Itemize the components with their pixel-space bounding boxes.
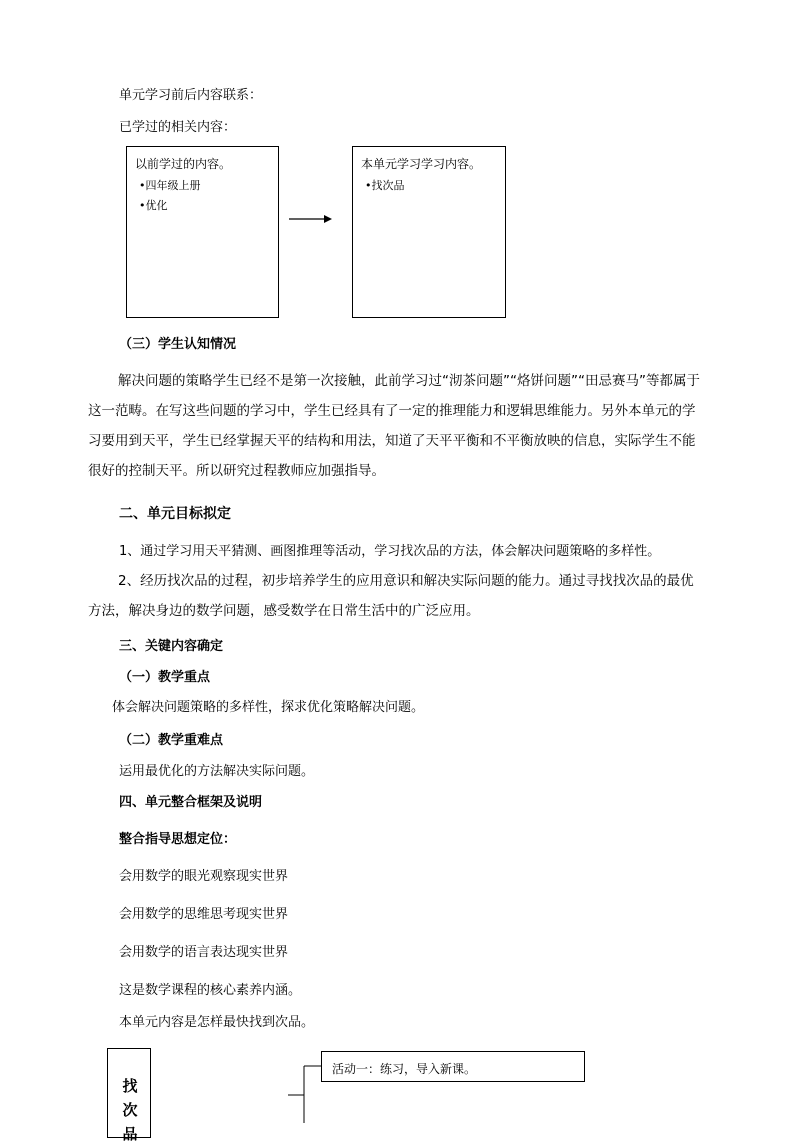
focus-text: 体会解决问题策略的多样性，探求优化策略解决问题。 <box>112 700 425 715</box>
current-content-item: •找次品 <box>365 179 405 192</box>
guide-heading: 整合指导思想定位： <box>119 832 237 847</box>
framework-line-2: 会用数学的思维思考现实世界 <box>119 907 289 922</box>
framework-heading: 四、单元整合框架及说明 <box>119 795 263 810</box>
activity-1-box <box>321 1051 585 1082</box>
cognition-heading: （三）学生认知情况 <box>119 337 237 352</box>
right-arrow-icon <box>288 212 334 226</box>
goals-heading: 二、单元目标拟定 <box>119 506 231 522</box>
framework-line-5: 本单元内容是怎样最快找到次品。 <box>119 1015 315 1030</box>
focus-heading: （一）教学重点 <box>119 670 211 685</box>
goal-2-text: 2、经历找次品的过程，初步培养学生的应用意识和解决实际问题的能力。通过寻找找次品的最优方法，解决身边的数学问题，感受数学在日常生活中的广泛应用。 <box>88 573 694 619</box>
framework-line-3: 会用数学的语言表达现实世界 <box>119 945 289 960</box>
current-content-title: 本单元学习学习内容。 <box>361 157 482 171</box>
difficulty-text: 运用最优化的方法解决实际问题。 <box>119 764 315 779</box>
find-defective-label-box <box>107 1048 151 1143</box>
previous-content-item: •四年级上册 <box>139 179 201 192</box>
key-content-heading: 三、关键内容确定 <box>119 639 224 654</box>
cognition-paragraph <box>88 366 706 486</box>
vertical-char: 次 <box>122 1101 138 1119</box>
framework-line-1: 会用数学的眼光观察现实世界 <box>119 869 289 884</box>
previous-content-item: •优化 <box>139 199 168 212</box>
vertical-char: 品 <box>122 1125 138 1143</box>
bracket-connector <box>288 1060 322 1123</box>
difficulty-heading: （二）教学重难点 <box>119 733 224 748</box>
framework-line-4: 这是数学课程的核心素养内涵。 <box>119 983 302 998</box>
goal-2 <box>88 566 706 626</box>
cognition-paragraph-text: 解决问题的策略学生已经不是第一次接触，此前学习过“沏茶问题”“烙饼问题”“田忌赛马”等都属于这一范畴。在写这些问题的学习中，学生已经具有了一定的推理能力和逻辑思维能力。另外本单元的学习要用到天平，学生已经掌握天平的结构和用法，知道了天平平衡和不平衡放映的信息，实际学生不能很好的控制天平。所以研究过程教师应加强指导。 <box>88 373 700 479</box>
learned-label: 已学过的相关内容： <box>119 120 237 135</box>
previous-content-title: 以前学过的内容。 <box>135 157 232 171</box>
current-content-box <box>352 146 506 318</box>
relation-title: 单元学习前后内容联系： <box>119 88 263 103</box>
activity-1-text: 活动一：练习，导入新课。 <box>332 1062 477 1076</box>
vertical-char: 找 <box>122 1077 138 1095</box>
previous-content-box <box>126 146 279 318</box>
goal-1: 1、通过学习用天平猜测、画图推理等活动，学习找次品的方法，体会解决问题策略的多样性。 <box>119 544 661 559</box>
